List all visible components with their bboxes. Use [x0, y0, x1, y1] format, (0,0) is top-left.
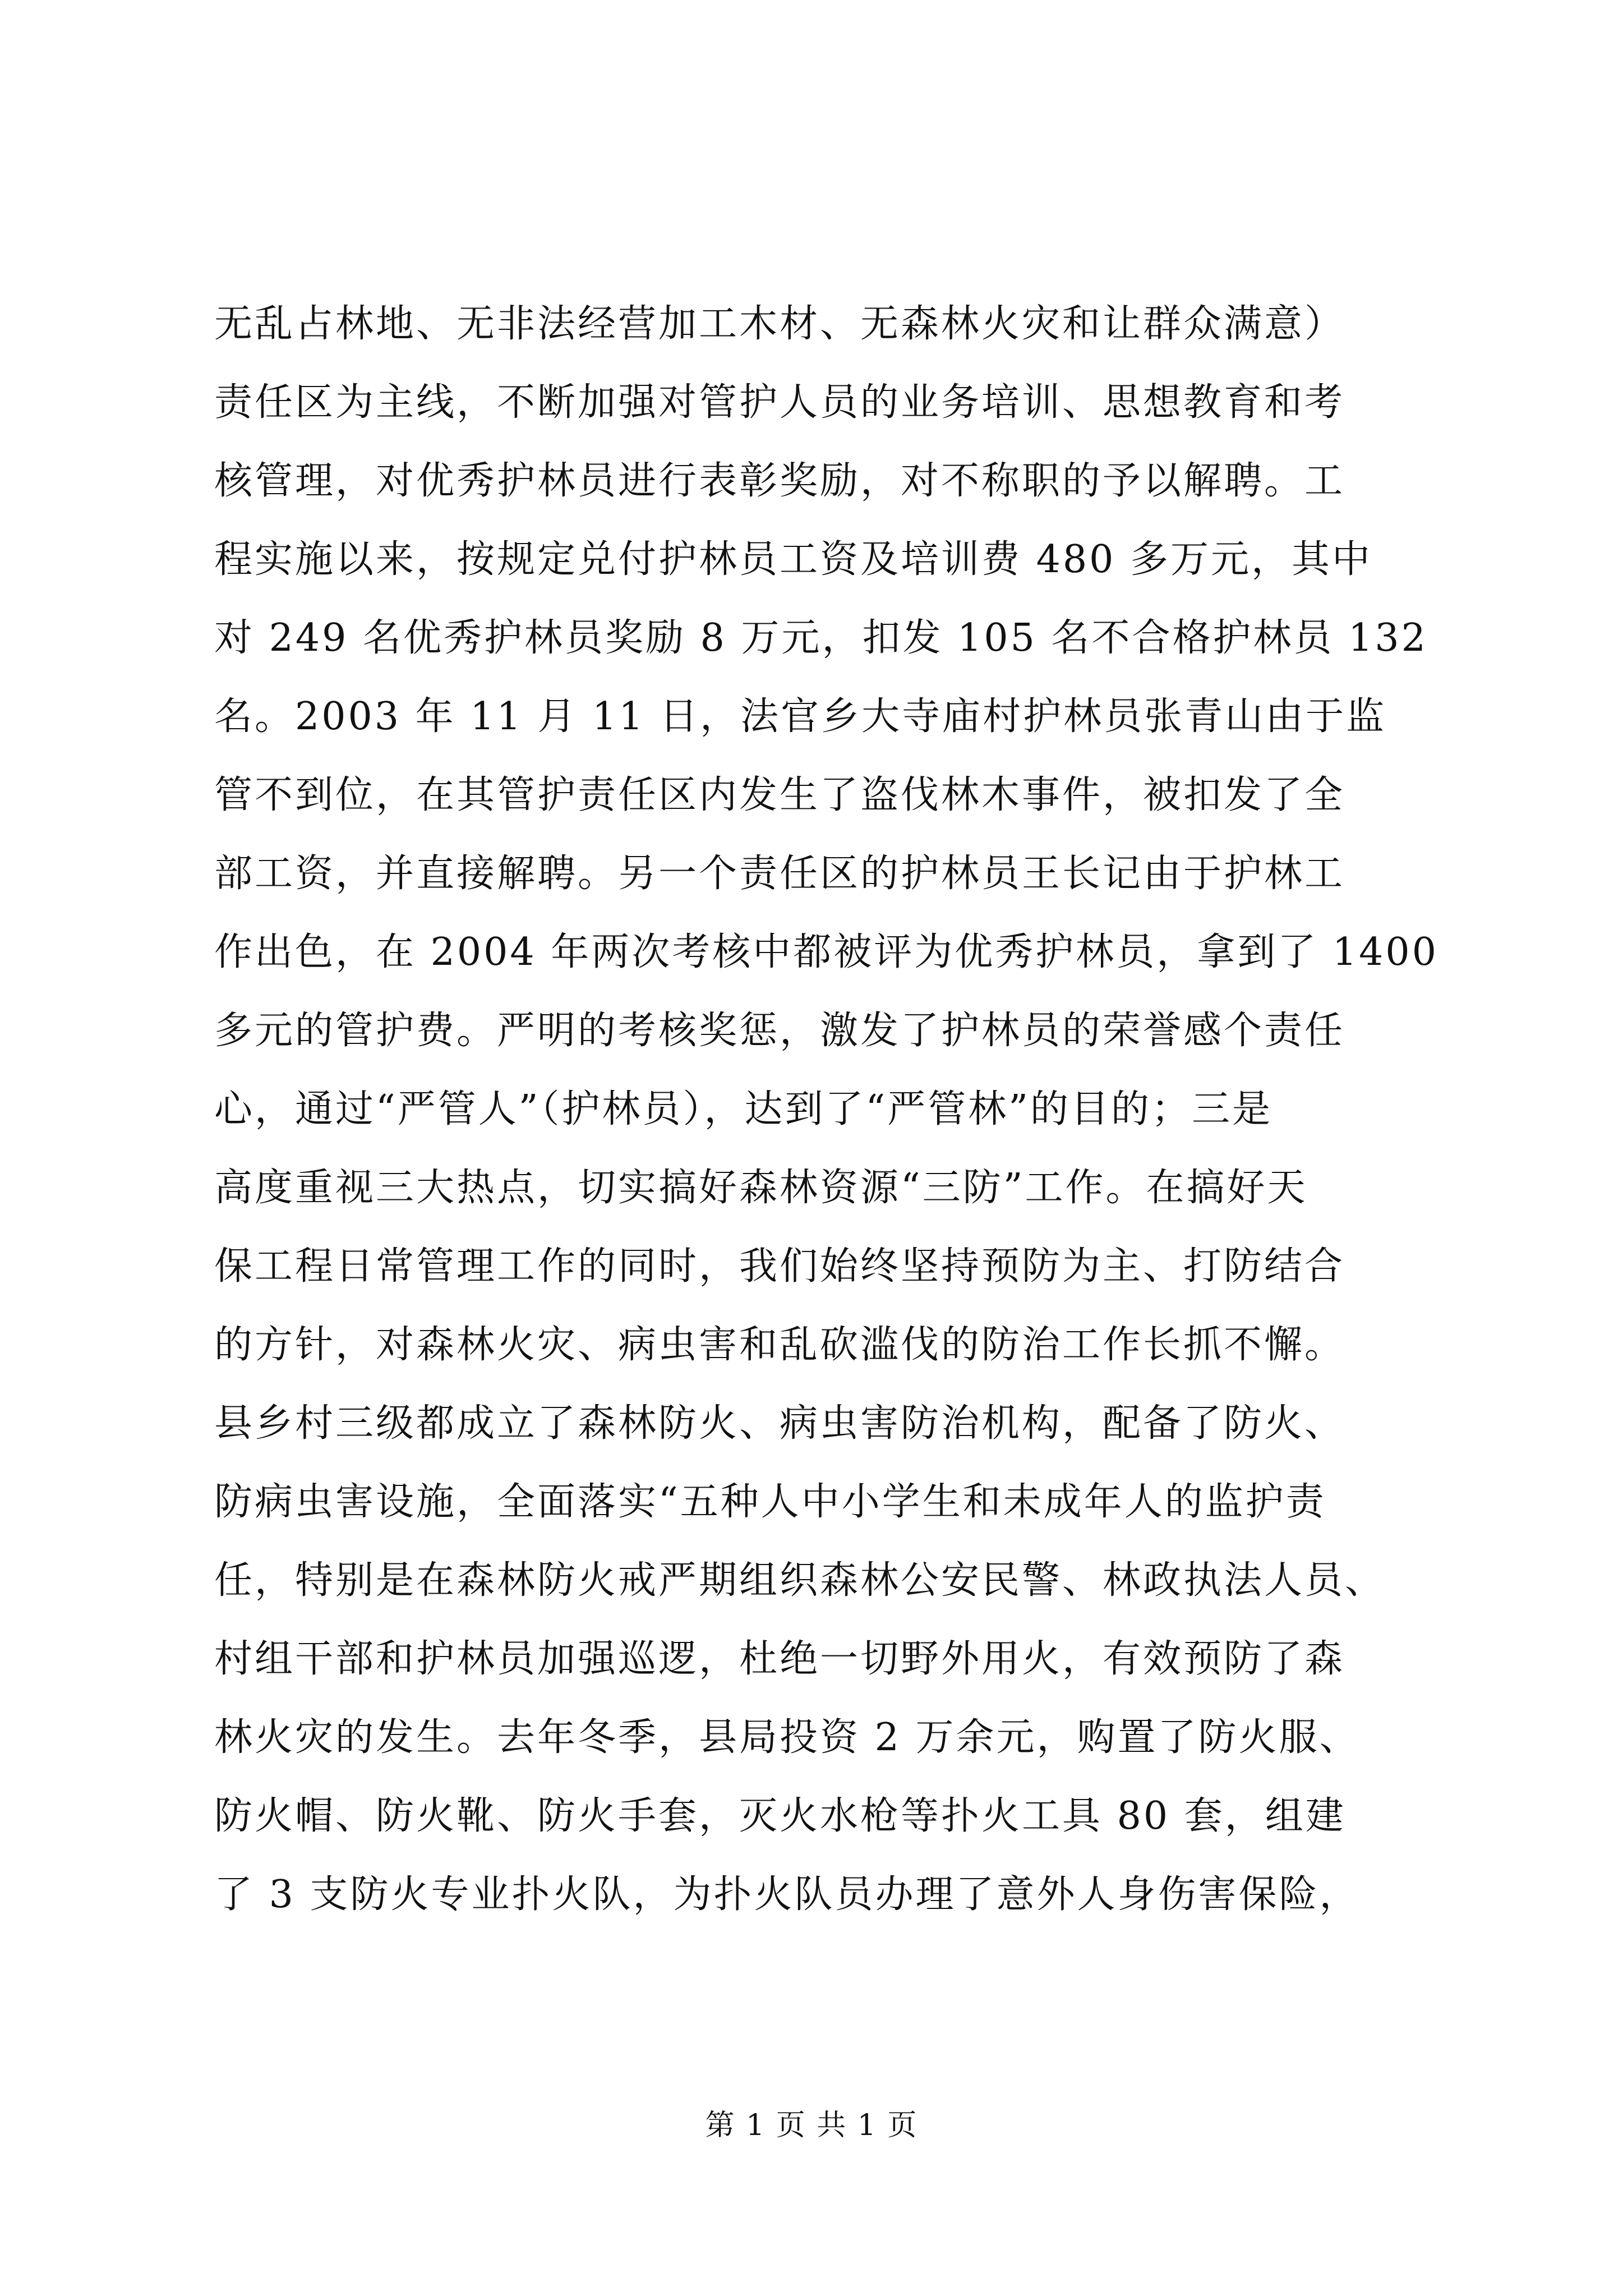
- text-line: 的方针，对森林火灾、病虫害和乱砍滥伐的防治工作长抓不懈。: [214, 1323, 1345, 1367]
- text-line: 防病虫害设施，全面落实“五种人中小学生和未成年人的监护责: [214, 1480, 1326, 1524]
- text-line: 作出色，在 2004 年两次考核中都被评为优秀护林员，拿到了 1400: [214, 930, 1438, 974]
- text-line: 核管理，对优秀护林员进行表彰奖励，对不称职的予以解聘。工: [214, 459, 1345, 503]
- text-line: 高度重视三大热点，切实搞好森林资源“三防”工作。在搞好天: [214, 1166, 1308, 1210]
- text-line: 多元的管护费。严明的考核奖惩，激发了护林员的荣誉感个责任: [214, 1009, 1345, 1053]
- page-number-footer: 第 1 页 共 1 页: [705, 2109, 918, 2142]
- text-line: 村组干部和护林员加强巡逻，杜绝一切野外用火，有效预防了森: [214, 1637, 1345, 1681]
- text-line: 程实施以来，按规定兑付护林员工资及培训费 480 多万元，其中: [214, 537, 1373, 582]
- text-line: 任，特别是在森林防火戒严期组织森林公安民警、林政执法人员、: [214, 1558, 1386, 1603]
- text-line: 保工程日常管理工作的同时，我们始终坚持预防为主、打防结合: [214, 1244, 1345, 1289]
- text-line: 防火帽、防火靴、防火手套，灭火水枪等扑火工具 80 套，组建: [214, 1794, 1346, 1838]
- text-line: 部工资，并直接解聘。另一个责任区的护林员王长记由于护林工: [214, 852, 1345, 896]
- text-line: 无乱占林地、无非法经营加工木材、无森林火灾和让群众满意）: [214, 302, 1345, 346]
- text-line: 名。2003 年 11 月 11 日，法官乡大寺庙村护林员张青山由于监: [214, 694, 1387, 739]
- text-line: 林火灾的发生。去年冬季，县局投资 2 万余元，购置了防火服、: [214, 1715, 1360, 1760]
- text-line: 管不到位，在其管护责任区内发生了盗伐林木事件，被扣发了全: [214, 773, 1345, 817]
- text-line: 心，通过“严管人”（护林员），达到了“严管林”的目的；三是: [214, 1087, 1273, 1131]
- text-line: 对 249 名优秀护林员奖励 8 万元，扣发 105 名不合格护林员 132: [214, 616, 1428, 660]
- text-line: 了 3 支防火专业扑火队，为扑火队员办理了意外人身伤害保险，: [214, 1872, 1360, 1917]
- text-line: 县乡村三级都成立了森林防火、病虫害防治机构，配备了防火、: [214, 1401, 1345, 1446]
- text-line: 责任区为主线，不断加强对管护人员的业务培训、思想教育和考: [214, 380, 1345, 425]
